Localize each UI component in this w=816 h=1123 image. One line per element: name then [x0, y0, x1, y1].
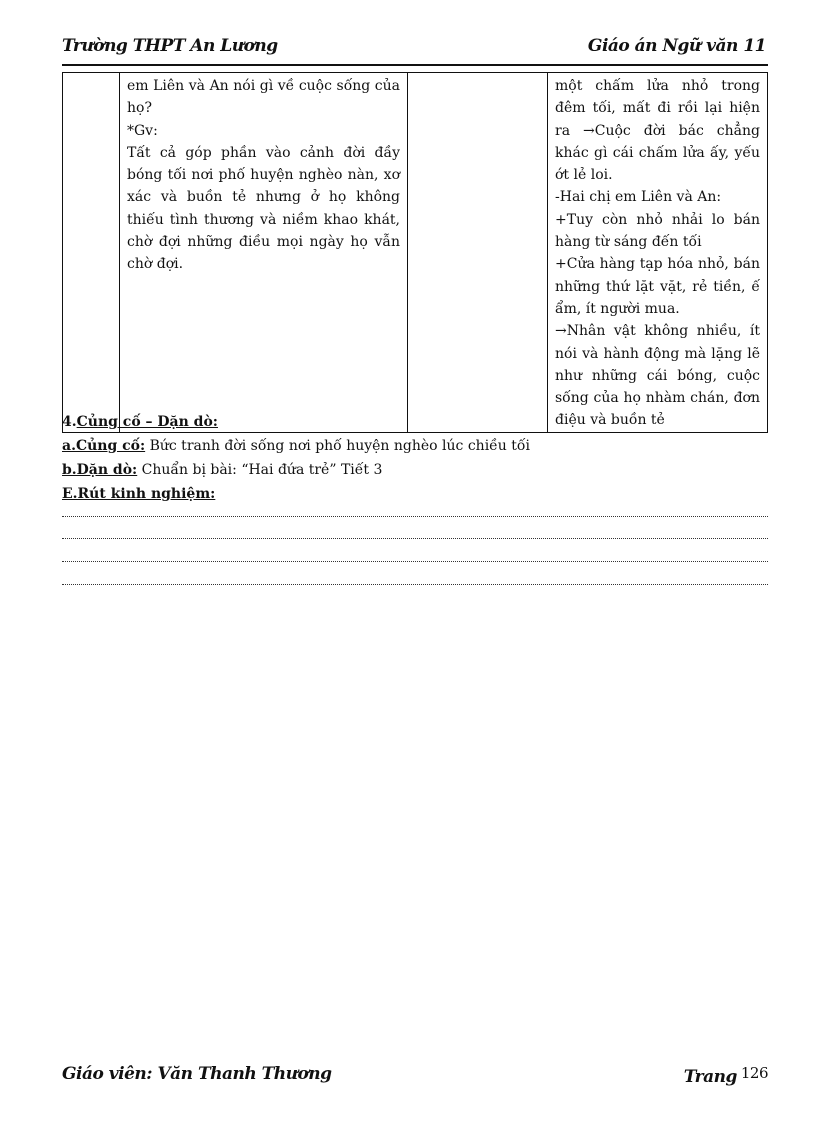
- activity-line: Tất cả góp phần vào cảnh đời đầy bóng tối nơi phố huyện nghèo nàn, xơ xác và buồn tẻ nhưng ở họ không thiếu tình thương và niềm khao khát, chờ đợi những điều mọi ngày họ vẫn chờ đợi.: [127, 144, 400, 273]
- item-a-label: a.Củng cố:: [62, 438, 146, 454]
- header-subject: Giáo án Ngữ văn 11: [587, 36, 766, 56]
- item-a: [62, 436, 530, 456]
- dotted-line: [62, 538, 768, 539]
- item-e-label: E.Rút kinh nghiệm:: [62, 486, 216, 502]
- content-line: -Hai chị em Liên và An:: [555, 189, 722, 206]
- table-cell-index: [63, 73, 120, 433]
- content-line: +Cửa hàng tạp hóa nhỏ, bán những thứ lặt vặt, rẻ tiền, ế ẩm, ít người mua.: [555, 256, 760, 317]
- page-number: 126: [740, 1064, 768, 1082]
- section-heading: [62, 412, 218, 432]
- header-school: Trường THPT An Lương: [62, 36, 278, 56]
- lesson-table: [62, 72, 768, 433]
- page-label: Trang: [683, 1067, 737, 1087]
- item-e: [62, 484, 215, 504]
- activity-line: em Liên và An nói gì về cuộc sống của họ?: [127, 78, 400, 117]
- table-row: [63, 73, 768, 433]
- item-b-label: b.Dặn dò:: [62, 462, 138, 478]
- section-number: 4.: [62, 414, 77, 430]
- dotted-line: [62, 516, 768, 517]
- header-rule: [62, 64, 768, 66]
- table-cell-content: [548, 73, 768, 433]
- content-line: →Nhân vật không nhiều, ít nói và hành động mà lặng lẽ như những cái bóng, cuộc sống của họ nhàm chán, đơn điệu và buồn tẻ: [555, 323, 760, 429]
- dotted-line: [62, 561, 768, 562]
- item-a-text: Bức tranh đời sống nơi phố huyện nghèo lúc chiều tối: [145, 438, 530, 454]
- item-b-text: Chuẩn bị bài: “Hai đứa trẻ” Tiết 3: [137, 462, 383, 478]
- content-line: +Tuy còn nhỏ nhải lo bán hàng từ sáng đến tối: [555, 211, 760, 251]
- footer-page: [684, 1064, 768, 1087]
- activity-line: *Gv:: [127, 122, 158, 139]
- content-line: một chấm lửa nhỏ trong đêm tối, mất đi rồi lại hiện ra →Cuộc đời bác chẳng khác gì cái chấm lửa ấy, yếu ớt lẻ loi.: [555, 78, 760, 184]
- item-b: [62, 460, 382, 480]
- dotted-line: [62, 584, 768, 585]
- footer-teacher: Giáo viên: Văn Thanh Thương: [62, 1064, 332, 1084]
- section-title: Củng cố – Dặn dò:: [76, 414, 218, 430]
- table-cell-activities: [120, 73, 408, 433]
- table-cell-empty: [408, 73, 548, 433]
